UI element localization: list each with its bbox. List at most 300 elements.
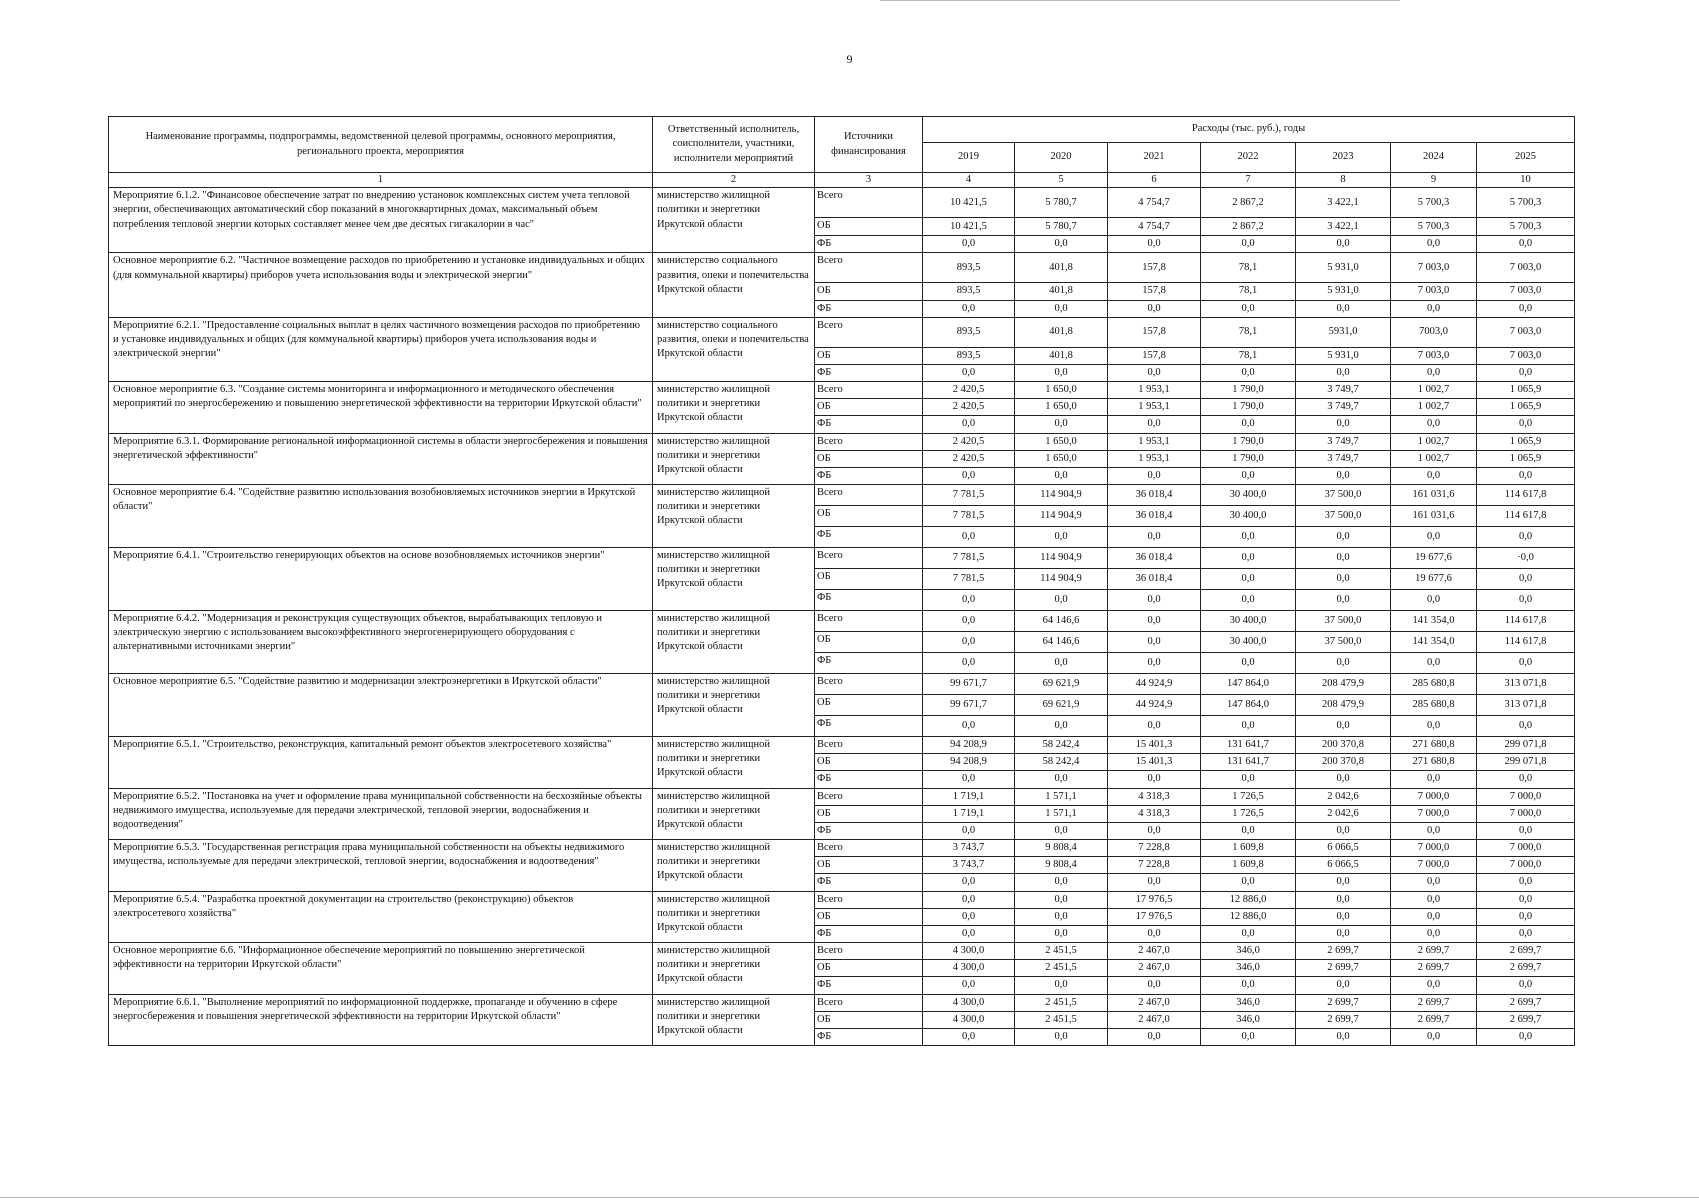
expense-value-cell: 4 318,3 bbox=[1108, 805, 1201, 822]
expense-value-cell: 1 002,7 bbox=[1391, 399, 1477, 416]
expense-value-cell: 4 300,0 bbox=[923, 994, 1015, 1011]
expense-value-cell: 0,0 bbox=[1296, 590, 1391, 611]
expense-value-cell: 0,0 bbox=[923, 891, 1015, 908]
expense-value-cell: 6 066,5 bbox=[1296, 840, 1391, 857]
expense-value-cell: 2 451,5 bbox=[1015, 994, 1108, 1011]
expense-value-cell: 2 699,7 bbox=[1296, 943, 1391, 960]
expense-value-cell: 1 609,8 bbox=[1201, 840, 1296, 857]
expense-value-cell: 0,0 bbox=[1296, 527, 1391, 548]
expense-value-cell: 0,0 bbox=[1477, 300, 1575, 317]
expense-value-cell: 0,0 bbox=[1108, 590, 1201, 611]
program-name-cell: Основное мероприятие 6.5. "Содействие развитию и модернизации электроэнергетики в Иркутской области" bbox=[109, 674, 653, 737]
expense-value-cell: 1 002,7 bbox=[1391, 433, 1477, 450]
column-number: 5 bbox=[1015, 173, 1108, 188]
expense-value-cell: 7 000,0 bbox=[1391, 840, 1477, 857]
expense-value-cell: 0,0 bbox=[1201, 925, 1296, 942]
funding-source-cell: ФБ bbox=[815, 416, 923, 433]
expense-value-cell: 114 904,9 bbox=[1015, 569, 1108, 590]
funding-source-cell: ФБ bbox=[815, 527, 923, 548]
expense-value-cell: 58 242,4 bbox=[1015, 754, 1108, 771]
expense-value-cell: 44 924,9 bbox=[1108, 695, 1201, 716]
expense-value-cell: 0,0 bbox=[1201, 548, 1296, 569]
expense-value-cell: 7003,0 bbox=[1391, 317, 1477, 347]
expense-value-cell: 1 726,5 bbox=[1201, 805, 1296, 822]
expense-value-cell: 0,0 bbox=[1201, 416, 1296, 433]
expense-value-cell: 3 422,1 bbox=[1296, 188, 1391, 218]
funding-source-cell: Всего bbox=[815, 611, 923, 632]
table-row bbox=[109, 485, 1575, 506]
expense-value-cell: 7 000,0 bbox=[1391, 788, 1477, 805]
column-number: 6 bbox=[1108, 173, 1201, 188]
expense-value-cell: 2 042,6 bbox=[1296, 805, 1391, 822]
expense-value-cell: 0,0 bbox=[1015, 236, 1108, 253]
expense-value-cell: 94 208,9 bbox=[923, 754, 1015, 771]
expense-value-cell: 1 650,0 bbox=[1015, 433, 1108, 450]
expense-value-cell: 12 886,0 bbox=[1201, 891, 1296, 908]
expense-value-cell: 15 401,3 bbox=[1108, 737, 1201, 754]
expense-value-cell: 0,0 bbox=[1201, 653, 1296, 674]
expense-value-cell: 36 018,4 bbox=[1108, 485, 1201, 506]
expense-value-cell: 0,0 bbox=[1391, 590, 1477, 611]
expense-value-cell: 37 500,0 bbox=[1296, 611, 1391, 632]
expense-value-cell: 0,0 bbox=[923, 874, 1015, 891]
executor-cell: министерство жилищной политики и энергетики Иркутской области bbox=[653, 611, 815, 674]
funding-source-cell: ФБ bbox=[815, 236, 923, 253]
expense-value-cell: 0,0 bbox=[1391, 891, 1477, 908]
expense-value-cell: 0,0 bbox=[1296, 977, 1391, 994]
expense-value-cell: 4 754,7 bbox=[1108, 188, 1201, 218]
header-year: 2025 bbox=[1477, 143, 1575, 173]
expense-value-cell: 12 886,0 bbox=[1201, 908, 1296, 925]
column-number: 1 bbox=[109, 173, 653, 188]
expense-value-cell: 346,0 bbox=[1201, 943, 1296, 960]
table-row bbox=[109, 737, 1575, 754]
table-row bbox=[109, 548, 1575, 569]
expense-value-cell: 0,0 bbox=[1477, 822, 1575, 839]
expense-value-cell: 0,0 bbox=[1108, 527, 1201, 548]
expense-value-cell: 0,0 bbox=[1201, 527, 1296, 548]
expense-value-cell: 1 719,1 bbox=[923, 805, 1015, 822]
expense-value-cell: 0,0 bbox=[1477, 891, 1575, 908]
expense-value-cell: 5 700,3 bbox=[1477, 218, 1575, 236]
funding-source-cell: Всего bbox=[815, 548, 923, 569]
expense-value-cell: 0,0 bbox=[1201, 1028, 1296, 1045]
expense-value-cell: 37 500,0 bbox=[1296, 485, 1391, 506]
funding-source-cell: ФБ bbox=[815, 716, 923, 737]
expense-value-cell: 0,0 bbox=[1391, 874, 1477, 891]
expense-value-cell: 401,8 bbox=[1015, 317, 1108, 347]
expense-value-cell: 0,0 bbox=[1477, 527, 1575, 548]
header-year: 2024 bbox=[1391, 143, 1477, 173]
expense-value-cell: 0,0 bbox=[1296, 822, 1391, 839]
funding-source-cell: Всего bbox=[815, 188, 923, 218]
header-funding-source: Источники финансирования bbox=[815, 117, 923, 173]
expense-value-cell: 5 780,7 bbox=[1015, 188, 1108, 218]
column-number: 10 bbox=[1477, 173, 1575, 188]
expense-value-cell: 114 904,9 bbox=[1015, 548, 1108, 569]
executor-cell: министерство жилищной политики и энергетики Иркутской области bbox=[653, 548, 815, 611]
expense-value-cell: 7 003,0 bbox=[1477, 283, 1575, 300]
expense-value-cell: 1 002,7 bbox=[1391, 450, 1477, 467]
table-row bbox=[109, 674, 1575, 695]
expense-value-cell: 2 420,5 bbox=[923, 450, 1015, 467]
expense-value-cell: 346,0 bbox=[1201, 994, 1296, 1011]
expense-value-cell: 2 699,7 bbox=[1477, 994, 1575, 1011]
funding-source-cell: ОБ bbox=[815, 960, 923, 977]
column-number: 8 bbox=[1296, 173, 1391, 188]
expense-value-cell: 78,1 bbox=[1201, 347, 1296, 364]
expense-value-cell: 7 003,0 bbox=[1477, 253, 1575, 283]
table-row bbox=[109, 994, 1575, 1011]
expense-value-cell: 2 699,7 bbox=[1296, 1011, 1391, 1028]
funding-source-cell: ФБ bbox=[815, 467, 923, 484]
expense-value-cell: 0,0 bbox=[923, 925, 1015, 942]
expense-value-cell: 2 867,2 bbox=[1201, 218, 1296, 236]
expense-value-cell: 7 000,0 bbox=[1477, 788, 1575, 805]
column-number: 9 bbox=[1391, 173, 1477, 188]
funding-source-cell: ОБ bbox=[815, 450, 923, 467]
expense-value-cell: 1 953,1 bbox=[1108, 382, 1201, 399]
expense-value-cell: 5931,0 bbox=[1296, 317, 1391, 347]
expense-value-cell: 0,0 bbox=[923, 1028, 1015, 1045]
expense-value-cell: 3 749,7 bbox=[1296, 382, 1391, 399]
expense-value-cell: 5 700,3 bbox=[1391, 188, 1477, 218]
expense-value-cell: 200 370,8 bbox=[1296, 754, 1391, 771]
expense-value-cell: 0,0 bbox=[1015, 467, 1108, 484]
funding-source-cell: ФБ bbox=[815, 822, 923, 839]
expense-value-cell: 157,8 bbox=[1108, 283, 1201, 300]
expense-value-cell: 37 500,0 bbox=[1296, 506, 1391, 527]
expense-value-cell: 0,0 bbox=[1201, 771, 1296, 788]
executor-cell: министерство жилищной политики и энергетики Иркутской области bbox=[653, 188, 815, 253]
funding-source-cell: ОБ bbox=[815, 632, 923, 653]
expense-value-cell: 0,0 bbox=[1015, 300, 1108, 317]
expense-value-cell: 0,0 bbox=[1391, 653, 1477, 674]
expense-value-cell: 0,0 bbox=[1296, 908, 1391, 925]
expense-value-cell: 30 400,0 bbox=[1201, 611, 1296, 632]
expense-value-cell: 37 500,0 bbox=[1296, 632, 1391, 653]
expense-value-cell: 36 018,4 bbox=[1108, 548, 1201, 569]
funding-source-cell: Всего bbox=[815, 433, 923, 450]
page-number: 9 bbox=[846, 52, 853, 66]
expense-value-cell: 36 018,4 bbox=[1108, 506, 1201, 527]
expense-value-cell: 0,0 bbox=[1108, 874, 1201, 891]
funding-source-cell: Всего bbox=[815, 943, 923, 960]
expense-value-cell: 0,0 bbox=[1391, 908, 1477, 925]
expense-value-cell: 0,0 bbox=[1296, 236, 1391, 253]
expense-value-cell: 1 571,1 bbox=[1015, 788, 1108, 805]
expense-value-cell: 893,5 bbox=[923, 317, 1015, 347]
expense-value-cell: 5 931,0 bbox=[1296, 253, 1391, 283]
program-name-cell: Мероприятие 6.3.1. Формирование региональной информационной системы в области энергосбережения и повышения энергетической эффективности" bbox=[109, 433, 653, 485]
expense-value-cell: 69 621,9 bbox=[1015, 674, 1108, 695]
expense-value-cell: 346,0 bbox=[1201, 1011, 1296, 1028]
expense-value-cell: 30 400,0 bbox=[1201, 632, 1296, 653]
expense-value-cell: 0,0 bbox=[1477, 467, 1575, 484]
expense-value-cell: 7 000,0 bbox=[1391, 805, 1477, 822]
header-executor: Ответственный исполнитель, соисполнители, участники, исполнители мероприятий bbox=[653, 117, 815, 173]
expense-value-cell: 0,0 bbox=[1296, 300, 1391, 317]
expense-value-cell: 44 924,9 bbox=[1108, 674, 1201, 695]
expense-value-cell: 7 003,0 bbox=[1477, 317, 1575, 347]
expense-value-cell: 1 953,1 bbox=[1108, 399, 1201, 416]
column-number: 3 bbox=[815, 173, 923, 188]
expense-value-cell: 147 864,0 bbox=[1201, 695, 1296, 716]
program-name-cell: Мероприятие 6.1.2. "Финансовое обеспечение затрат по внедрению установок комплексных систем учета тепловой энергии, обеспечивающих автоматический сбор показаний в многоквартирных домах, максимальный объем потребления тепловой энергии которых составляет менее чем две десятых гигакалории в час" bbox=[109, 188, 653, 253]
expense-value-cell: 0,0 bbox=[1015, 874, 1108, 891]
header-year: 2020 bbox=[1015, 143, 1108, 173]
expense-value-cell: 0,0 bbox=[1108, 925, 1201, 942]
table-body bbox=[109, 188, 1575, 1046]
expense-value-cell: ·0,0 bbox=[1477, 548, 1575, 569]
funding-source-cell: ФБ bbox=[815, 874, 923, 891]
expense-value-cell: 313 071,8 bbox=[1477, 674, 1575, 695]
expense-value-cell: 78,1 bbox=[1201, 253, 1296, 283]
expense-value-cell: 30 400,0 bbox=[1201, 506, 1296, 527]
expense-value-cell: 1 065,9 bbox=[1477, 433, 1575, 450]
expense-value-cell: 0,0 bbox=[923, 771, 1015, 788]
expense-value-cell: 3 743,7 bbox=[923, 840, 1015, 857]
expense-value-cell: 17 976,5 bbox=[1108, 891, 1201, 908]
expense-value-cell: 2 699,7 bbox=[1296, 994, 1391, 1011]
expense-value-cell: 114 904,9 bbox=[1015, 506, 1108, 527]
expense-value-cell: 7 781,5 bbox=[923, 506, 1015, 527]
column-number: 2 bbox=[653, 173, 815, 188]
funding-source-cell: ОБ bbox=[815, 283, 923, 300]
expense-value-cell: 0,0 bbox=[1015, 1028, 1108, 1045]
expense-value-cell: 0,0 bbox=[1108, 1028, 1201, 1045]
expense-value-cell: 2 699,7 bbox=[1477, 1011, 1575, 1028]
funding-source-cell: ОБ bbox=[815, 908, 923, 925]
column-number: 4 bbox=[923, 173, 1015, 188]
expense-value-cell: 1 719,1 bbox=[923, 788, 1015, 805]
expense-value-cell: 0,0 bbox=[1391, 527, 1477, 548]
expense-value-cell: 0,0 bbox=[1201, 716, 1296, 737]
expense-value-cell: 2 699,7 bbox=[1296, 960, 1391, 977]
funding-source-cell: ОБ bbox=[815, 805, 923, 822]
expense-value-cell: 0,0 bbox=[1015, 908, 1108, 925]
expense-value-cell: 0,0 bbox=[1477, 925, 1575, 942]
expense-value-cell: 5 700,3 bbox=[1391, 218, 1477, 236]
expense-value-cell: 1 790,0 bbox=[1201, 382, 1296, 399]
expense-value-cell: 0,0 bbox=[1391, 300, 1477, 317]
funding-source-cell: Всего bbox=[815, 891, 923, 908]
expense-value-cell: 0,0 bbox=[1015, 925, 1108, 942]
table-row bbox=[109, 382, 1575, 399]
expense-value-cell: 271 680,8 bbox=[1391, 737, 1477, 754]
expense-value-cell: 0,0 bbox=[1015, 891, 1108, 908]
expense-value-cell: 0,0 bbox=[1015, 416, 1108, 433]
funding-source-cell: ОБ bbox=[815, 1011, 923, 1028]
expense-value-cell: 7 000,0 bbox=[1391, 857, 1477, 874]
expense-value-cell: 0,0 bbox=[923, 416, 1015, 433]
expense-value-cell: 6 066,5 bbox=[1296, 857, 1391, 874]
table-row bbox=[109, 891, 1575, 908]
expense-value-cell: 0,0 bbox=[1477, 236, 1575, 253]
program-name-cell: Мероприятие 6.5.2. "Постановка на учет и оформление права муниципальной собственности на бесхозяйные объекты недвижимого имущества, используемые для передачи электрической, тепловой энергии, водоснабжения и водоотведения" bbox=[109, 788, 653, 840]
expense-value-cell: 7 781,5 bbox=[923, 485, 1015, 506]
funding-source-cell: ОБ bbox=[815, 695, 923, 716]
expense-value-cell: 0,0 bbox=[1015, 590, 1108, 611]
expense-value-cell: 285 680,8 bbox=[1391, 674, 1477, 695]
expense-value-cell: 0,0 bbox=[1391, 467, 1477, 484]
funding-source-cell: Всего bbox=[815, 840, 923, 857]
expense-value-cell: 0,0 bbox=[1477, 653, 1575, 674]
expense-value-cell: 0,0 bbox=[1391, 822, 1477, 839]
expense-value-cell: 0,0 bbox=[1391, 925, 1477, 942]
expense-value-cell: 0,0 bbox=[1108, 364, 1201, 381]
expense-value-cell: 0,0 bbox=[1108, 611, 1201, 632]
expense-value-cell: 0,0 bbox=[1477, 977, 1575, 994]
expense-value-cell: 208 479,9 bbox=[1296, 695, 1391, 716]
program-name-cell: Основное мероприятие 6.3. "Создание системы мониторинга и информационного и методического обеспечения мероприятий по энергосбережению и повышению энергетической эффективности на территории Иркутской области" bbox=[109, 382, 653, 434]
expense-value-cell: 1 065,9 bbox=[1477, 450, 1575, 467]
table-header bbox=[109, 117, 1575, 188]
funding-source-cell: ФБ bbox=[815, 653, 923, 674]
expense-value-cell: 0,0 bbox=[923, 236, 1015, 253]
expense-value-cell: 114 617,8 bbox=[1477, 506, 1575, 527]
expense-value-cell: 0,0 bbox=[1391, 771, 1477, 788]
expense-value-cell: 2 699,7 bbox=[1391, 994, 1477, 1011]
expense-value-cell: 0,0 bbox=[923, 300, 1015, 317]
expense-value-cell: 161 031,6 bbox=[1391, 485, 1477, 506]
expense-value-cell: 2 042,6 bbox=[1296, 788, 1391, 805]
expense-value-cell: 2 420,5 bbox=[923, 399, 1015, 416]
table-row bbox=[109, 788, 1575, 805]
funding-source-cell: ФБ bbox=[815, 771, 923, 788]
expense-value-cell: 4 300,0 bbox=[923, 943, 1015, 960]
expense-value-cell: 2 699,7 bbox=[1391, 943, 1477, 960]
expense-value-cell: 0,0 bbox=[1201, 236, 1296, 253]
funding-source-cell: Всего bbox=[815, 485, 923, 506]
expense-value-cell: 1 650,0 bbox=[1015, 450, 1108, 467]
expense-value-cell: 0,0 bbox=[1296, 364, 1391, 381]
expense-value-cell: 2 451,5 bbox=[1015, 943, 1108, 960]
expenses-table bbox=[108, 116, 1575, 1046]
expense-value-cell: 0,0 bbox=[1015, 527, 1108, 548]
expense-value-cell: 3 749,7 bbox=[1296, 399, 1391, 416]
expense-value-cell: 0,0 bbox=[1477, 874, 1575, 891]
program-name-cell: Мероприятие 6.5.1. "Строительство, реконструкция, капитальный ремонт объектов электросетевого хозяйства" bbox=[109, 737, 653, 789]
expense-value-cell: 0,0 bbox=[1477, 590, 1575, 611]
expense-value-cell: 0,0 bbox=[1296, 925, 1391, 942]
expense-value-cell: 0,0 bbox=[1296, 548, 1391, 569]
expense-value-cell: 2 467,0 bbox=[1108, 960, 1201, 977]
expense-value-cell: 1 650,0 bbox=[1015, 382, 1108, 399]
expense-value-cell: 1 790,0 bbox=[1201, 399, 1296, 416]
expense-value-cell: 893,5 bbox=[923, 253, 1015, 283]
expense-value-cell: 0,0 bbox=[1201, 590, 1296, 611]
funding-source-cell: ФБ bbox=[815, 977, 923, 994]
funding-source-cell: ОБ bbox=[815, 399, 923, 416]
executor-cell: министерство жилищной политики и энергетики Иркутской области bbox=[653, 433, 815, 485]
table-row bbox=[109, 611, 1575, 632]
expense-value-cell: 0,0 bbox=[1108, 236, 1201, 253]
expense-value-cell: 0,0 bbox=[1477, 569, 1575, 590]
expense-value-cell: 346,0 bbox=[1201, 960, 1296, 977]
expense-value-cell: 30 400,0 bbox=[1201, 485, 1296, 506]
executor-cell: министерство жилищной политики и энергетики Иркутской области bbox=[653, 994, 815, 1046]
expense-value-cell: 157,8 bbox=[1108, 347, 1201, 364]
program-name-cell: Мероприятие 6.4.1. "Строительство генерирующих объектов на основе возобновляемых источников энергии" bbox=[109, 548, 653, 611]
expense-value-cell: 0,0 bbox=[1201, 874, 1296, 891]
executor-cell: министерство жилищной политики и энергетики Иркутской области bbox=[653, 382, 815, 434]
header-year: 2022 bbox=[1201, 143, 1296, 173]
expense-value-cell: 0,0 bbox=[1477, 771, 1575, 788]
header-year: 2023 bbox=[1296, 143, 1391, 173]
expense-value-cell: 0,0 bbox=[1296, 771, 1391, 788]
expense-value-cell: 7 003,0 bbox=[1391, 347, 1477, 364]
expense-value-cell: 1 571,1 bbox=[1015, 805, 1108, 822]
expense-value-cell: 0,0 bbox=[1296, 716, 1391, 737]
expense-value-cell: 0,0 bbox=[1296, 874, 1391, 891]
expense-value-cell: 893,5 bbox=[923, 347, 1015, 364]
funding-source-cell: Всего bbox=[815, 674, 923, 695]
expense-value-cell: 0,0 bbox=[1201, 364, 1296, 381]
expense-value-cell: 7 000,0 bbox=[1477, 840, 1575, 857]
funding-source-cell: ОБ bbox=[815, 754, 923, 771]
expense-value-cell: 401,8 bbox=[1015, 347, 1108, 364]
expense-value-cell: 2 451,5 bbox=[1015, 960, 1108, 977]
expense-value-cell: 157,8 bbox=[1108, 317, 1201, 347]
table-row bbox=[109, 188, 1575, 218]
expense-value-cell: 200 370,8 bbox=[1296, 737, 1391, 754]
expense-value-cell: 7 000,0 bbox=[1477, 805, 1575, 822]
expense-value-cell: 99 671,7 bbox=[923, 695, 1015, 716]
expense-value-cell: 0,0 bbox=[1391, 236, 1477, 253]
header-year: 2021 bbox=[1108, 143, 1201, 173]
expense-value-cell: 0,0 bbox=[1015, 364, 1108, 381]
funding-source-cell: ОБ bbox=[815, 857, 923, 874]
expense-value-cell: 4 318,3 bbox=[1108, 788, 1201, 805]
expense-value-cell: 5 780,7 bbox=[1015, 218, 1108, 236]
expense-value-cell: 0,0 bbox=[1391, 1028, 1477, 1045]
table-row bbox=[109, 840, 1575, 857]
funding-source-cell: Всего bbox=[815, 994, 923, 1011]
expense-value-cell: 7 003,0 bbox=[1477, 347, 1575, 364]
expense-value-cell: 0,0 bbox=[923, 632, 1015, 653]
expense-value-cell: 0,0 bbox=[923, 364, 1015, 381]
program-name-cell: Мероприятие 6.4.2. "Модернизация и реконструкция существующих объектов, вырабатывающих тепловую и электрическую энергию с использованием высокоэффективного энергогенерирующего оборудования с альтернативными источниками энергии" bbox=[109, 611, 653, 674]
expense-value-cell: 147 864,0 bbox=[1201, 674, 1296, 695]
funding-source-cell: Всего bbox=[815, 788, 923, 805]
funding-source-cell: ФБ bbox=[815, 364, 923, 381]
expense-value-cell: 0,0 bbox=[1015, 771, 1108, 788]
expense-value-cell: 131 641,7 bbox=[1201, 737, 1296, 754]
expense-value-cell: 17 976,5 bbox=[1108, 908, 1201, 925]
program-name-cell: Основное мероприятие 6.2. "Частичное возмещение расходов по приобретению и установке индивидуальных и общих (для коммунальной квартиры) приборов учета использования воды и электрической энергии" bbox=[109, 253, 653, 317]
expense-value-cell: 0,0 bbox=[1477, 908, 1575, 925]
expense-value-cell: 7 003,0 bbox=[1391, 253, 1477, 283]
expense-value-cell: 64 146,6 bbox=[1015, 611, 1108, 632]
expense-value-cell: 1 953,1 bbox=[1108, 433, 1201, 450]
table-row bbox=[109, 433, 1575, 450]
expense-value-cell: 2 699,7 bbox=[1477, 943, 1575, 960]
scan-artifact-bottom bbox=[0, 1197, 1699, 1198]
expense-value-cell: 0,0 bbox=[1015, 977, 1108, 994]
expense-value-cell: 4 300,0 bbox=[923, 1011, 1015, 1028]
expense-value-cell: 0,0 bbox=[1015, 822, 1108, 839]
expense-value-cell: 5 700,3 bbox=[1477, 188, 1575, 218]
expense-value-cell: 58 242,4 bbox=[1015, 737, 1108, 754]
expense-value-cell: 9 808,4 bbox=[1015, 840, 1108, 857]
expense-value-cell: 2 467,0 bbox=[1108, 943, 1201, 960]
expense-value-cell: 0,0 bbox=[1296, 569, 1391, 590]
expense-value-cell: 114 617,8 bbox=[1477, 485, 1575, 506]
expense-value-cell: 0,0 bbox=[1296, 653, 1391, 674]
expense-value-cell: 0,0 bbox=[1108, 716, 1201, 737]
expense-value-cell: 0,0 bbox=[1015, 716, 1108, 737]
